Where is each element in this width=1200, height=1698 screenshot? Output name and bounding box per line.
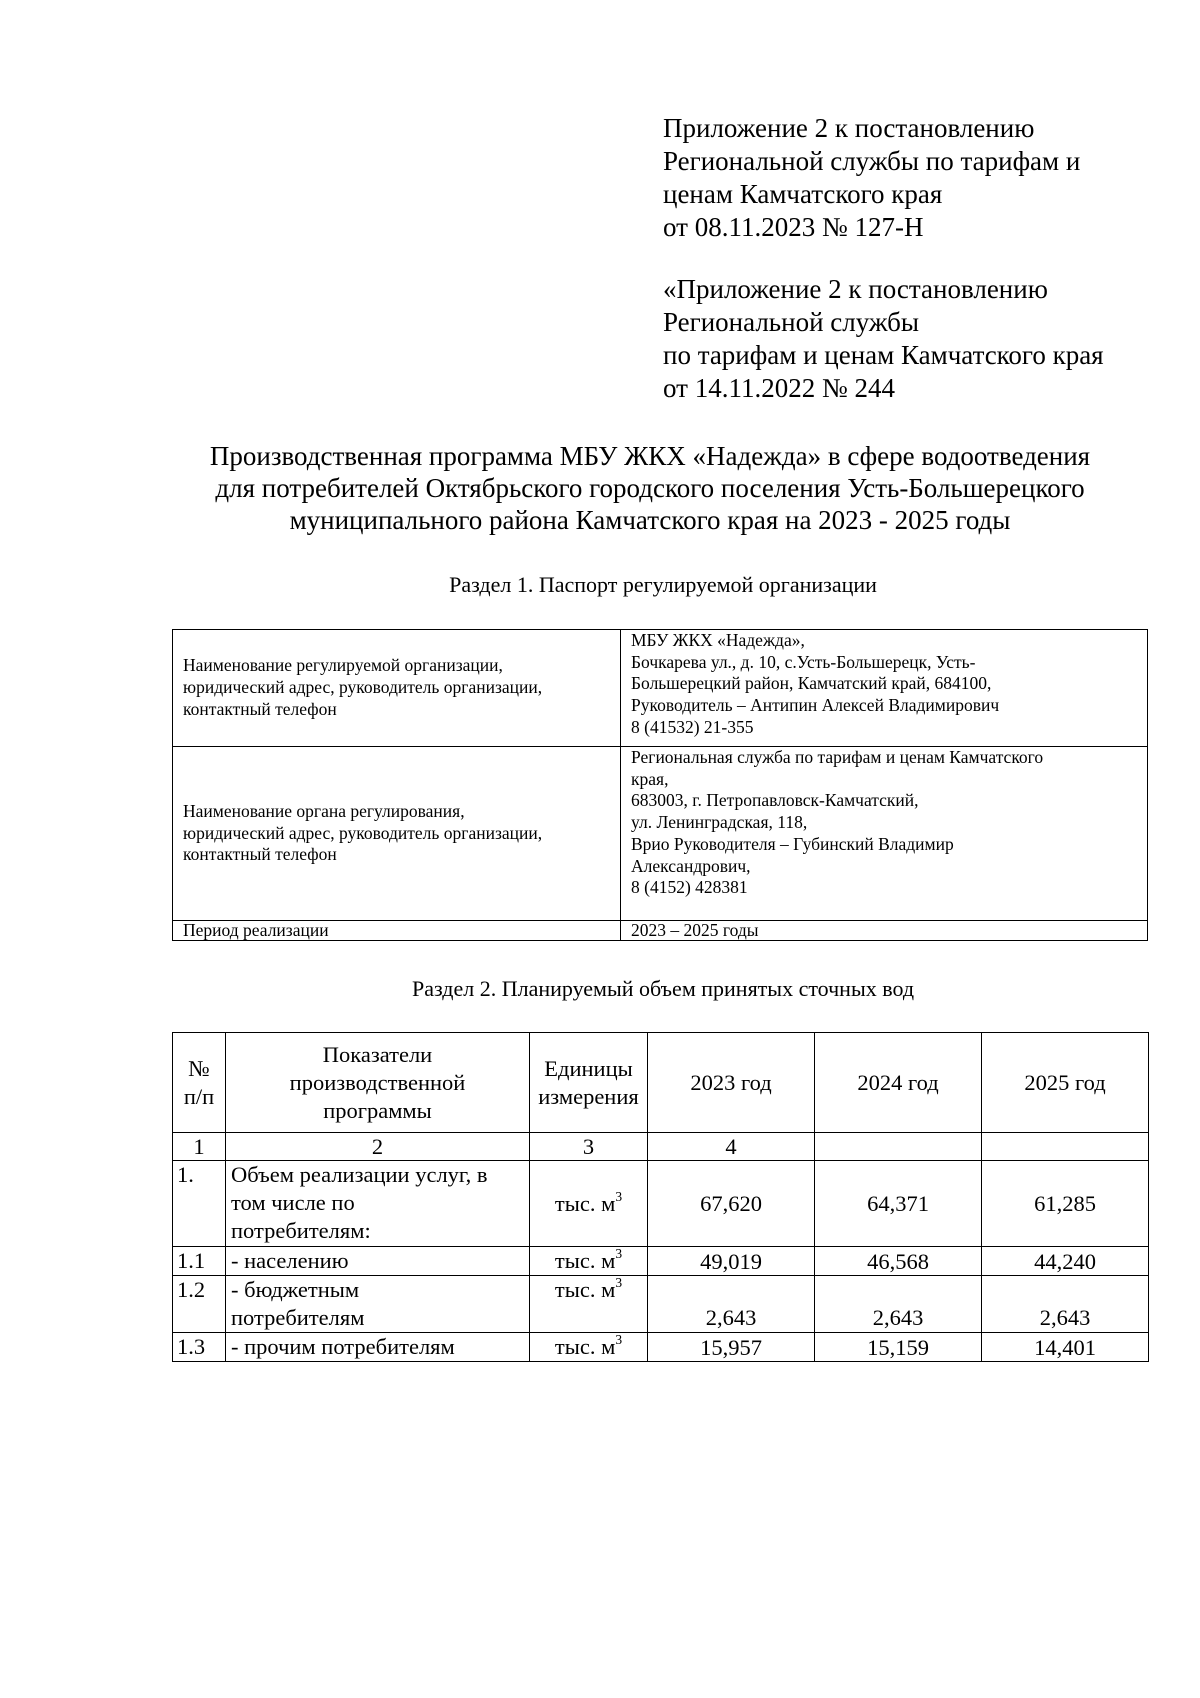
label-line: Период реализации xyxy=(183,920,329,940)
unit-superscript: 3 xyxy=(615,1274,623,1290)
previous-appendix-line: Региональной службы xyxy=(663,307,920,337)
row-label xyxy=(173,921,621,941)
value-line: Большерецкий район, Камчатский край, 684100, xyxy=(631,673,992,694)
wastewater-volume-table xyxy=(172,1032,1149,1362)
index-cell xyxy=(982,1133,1149,1161)
value-2024: 46,568 xyxy=(815,1247,982,1276)
table-row xyxy=(173,1247,1149,1276)
table-row xyxy=(173,921,1148,941)
value-line: 8 (41532) 21-355 xyxy=(631,716,754,737)
title-line: для потребителей Октябрьского городского поселения Усть-Большерецкого xyxy=(215,473,1085,503)
column-header-2025: 2025 год xyxy=(982,1033,1149,1133)
unit-text: тыс. м xyxy=(554,1190,616,1216)
row-indicator xyxy=(226,1161,530,1247)
row-number: 1.2 xyxy=(173,1276,226,1333)
table-row xyxy=(173,747,1148,921)
header-row xyxy=(173,1033,1149,1133)
row-indicator xyxy=(226,1276,530,1333)
unit-superscript: 3 xyxy=(615,1331,623,1347)
value-2023: 67,620 xyxy=(648,1161,815,1247)
title-line: Производственная программа МБУ ЖКХ «Надежда» в сфере водоотведения xyxy=(209,441,1091,471)
column-header-indicator xyxy=(226,1033,530,1133)
row-indicator xyxy=(226,1333,530,1362)
row-value xyxy=(621,630,1148,747)
organization-passport-table xyxy=(172,629,1148,941)
label-line: юридический адрес, руководитель организации, xyxy=(183,677,543,698)
label-line: юридический адрес, руководитель организации, xyxy=(183,822,543,843)
appendix-line: Приложение 2 к постановлению xyxy=(663,113,1035,143)
table-row xyxy=(173,1333,1149,1362)
unit-text: тыс. м xyxy=(554,1248,616,1273)
row-unit xyxy=(530,1247,648,1276)
column-header-unit xyxy=(530,1033,648,1133)
table-row xyxy=(173,1161,1149,1247)
column-header-2024: 2024 год xyxy=(815,1033,982,1133)
value-line: Врио Руководителя – Губинский Владимир xyxy=(631,833,954,854)
value-2025: 14,401 xyxy=(982,1333,1149,1362)
index-cell xyxy=(815,1133,982,1161)
indicator-line: - бюджетным xyxy=(231,1277,360,1302)
appendix-line: ценам Камчатского края xyxy=(663,179,943,209)
value-2025: 61,285 xyxy=(982,1161,1149,1247)
value-2024: 64,371 xyxy=(815,1161,982,1247)
document-title xyxy=(150,440,1150,536)
index-cell: 3 xyxy=(530,1133,648,1161)
previous-appendix-line: по тарифам и ценам Камчатского края xyxy=(663,340,1104,370)
indicator-line: - прочим потребителям xyxy=(231,1334,455,1359)
indicator-line: потребителям: xyxy=(231,1218,371,1243)
value-line: 8 (4152) 428381 xyxy=(631,877,748,898)
row-label xyxy=(173,630,621,747)
unit-text: тыс. м xyxy=(554,1334,616,1359)
appendix-line: Региональной службы по тарифам и xyxy=(663,146,1081,176)
row-indicator xyxy=(226,1247,530,1276)
appendix-header xyxy=(663,112,1104,405)
value-line: Бочкарева ул., д. 10, с.Усть-Большерецк, Усть- xyxy=(631,651,976,672)
value-2023: 49,019 xyxy=(648,1247,815,1276)
section2-title: Раздел 2. Планируемый объем принятых сточных вод xyxy=(411,976,915,1001)
header-line: п/п xyxy=(183,1083,215,1109)
value-2025: 44,240 xyxy=(982,1247,1149,1276)
index-cell: 2 xyxy=(226,1133,530,1161)
value-line: Александрович, xyxy=(631,855,751,876)
header-line: Единицы xyxy=(544,1055,633,1081)
header-line: производственной xyxy=(289,1069,466,1095)
column-header-2023: 2023 год xyxy=(648,1033,815,1133)
previous-appendix-line: «Приложение 2 к постановлению xyxy=(663,274,1048,304)
table-row xyxy=(173,1276,1149,1333)
header-line: № xyxy=(188,1055,210,1081)
value-2025: 2,643 xyxy=(982,1276,1149,1333)
label-line: Наименование органа регулирования, xyxy=(183,800,465,821)
row-value xyxy=(621,747,1148,921)
table-row xyxy=(173,630,1148,747)
row-number: 1. xyxy=(173,1161,226,1247)
indicator-line: потребителям xyxy=(231,1305,365,1330)
header-line: измерения xyxy=(538,1083,639,1109)
value-line: Региональная служба по тарифам и ценам Камчатского xyxy=(631,747,1044,767)
row-unit xyxy=(530,1333,648,1362)
indicator-line: Объем реализации услуг, в xyxy=(231,1162,488,1187)
unit-text: тыс. м xyxy=(554,1277,616,1302)
row-unit xyxy=(530,1161,648,1247)
value-line: МБУ ЖКХ «Надежда», xyxy=(631,630,805,650)
unit-superscript: 3 xyxy=(615,1188,623,1204)
value-2023: 2,643 xyxy=(648,1276,815,1333)
section1-title: Раздел 1. Паспорт регулируемой организации xyxy=(449,572,877,597)
index-cell: 1 xyxy=(173,1133,226,1161)
column-header-number xyxy=(173,1033,226,1133)
row-label xyxy=(173,747,621,921)
row-number: 1.1 xyxy=(173,1247,226,1276)
row-number: 1.3 xyxy=(173,1333,226,1362)
indicator-line: - населению xyxy=(231,1248,349,1273)
title-line: муниципального района Камчатского края на 2023 - 2025 годы xyxy=(289,505,1011,535)
appendix-line: от 08.11.2023 № 127-Н xyxy=(663,212,924,242)
value-line: ул. Ленинградская, 118, xyxy=(631,812,808,833)
row-value xyxy=(621,921,1148,941)
label-line: контактный телефон xyxy=(183,844,337,865)
value-line: края, xyxy=(631,768,669,789)
indicator-line: том числе по xyxy=(231,1190,355,1215)
value-line: 2023 – 2025 годы xyxy=(631,920,759,940)
value-2024: 15,159 xyxy=(815,1333,982,1362)
column-index-row xyxy=(173,1133,1149,1161)
row-unit xyxy=(530,1276,648,1333)
header-line: Показатели xyxy=(322,1041,433,1067)
previous-appendix-line: от 14.11.2022 № 244 xyxy=(663,373,895,403)
unit-superscript: 3 xyxy=(615,1245,623,1261)
label-line: контактный телефон xyxy=(183,698,337,719)
value-2024: 2,643 xyxy=(815,1276,982,1333)
value-2023: 15,957 xyxy=(648,1333,815,1362)
value-line: 683003, г. Петропавловск-Камчатский, xyxy=(631,790,919,811)
header-line: программы xyxy=(323,1097,432,1123)
index-cell: 4 xyxy=(648,1133,815,1161)
value-line: Руководитель – Антипин Алексей Владимирович xyxy=(631,695,1000,716)
label-line: Наименование регулируемой организации, xyxy=(183,655,503,676)
